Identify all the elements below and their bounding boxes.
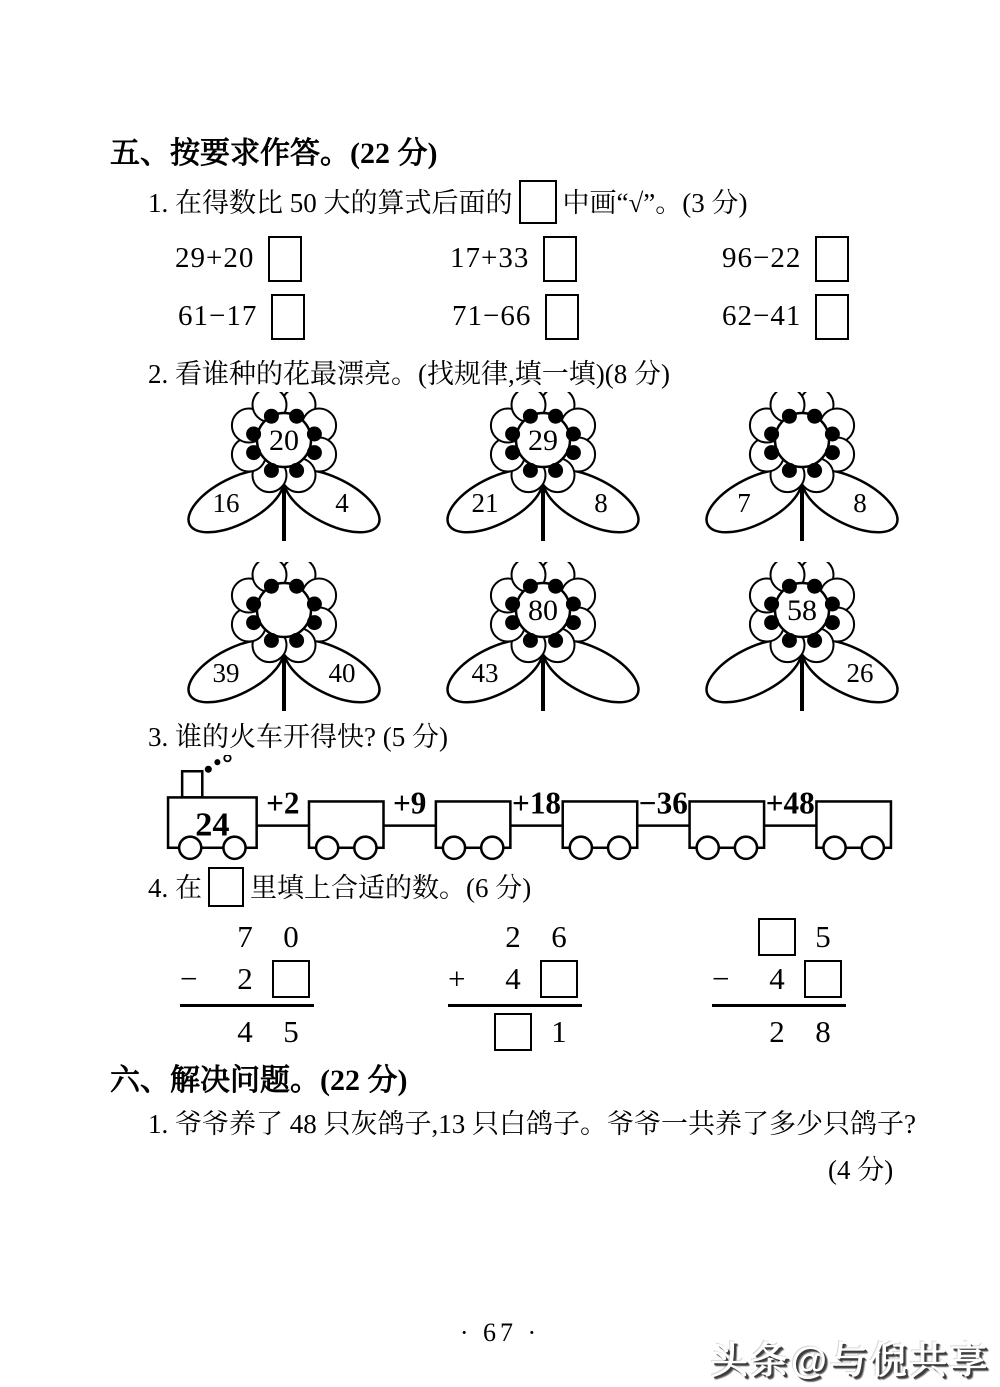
digit: 4: [769, 961, 785, 996]
expression-text: 61−17: [178, 300, 258, 332]
vp-top-row: [712, 916, 846, 958]
answer-checkbox[interactable]: [271, 294, 305, 340]
flower-center-answer-blank[interactable]: [257, 583, 311, 637]
expression-text: 17+33: [450, 242, 530, 274]
q4-instruction-pre: 4. 在: [148, 873, 202, 903]
flower-left-number: 43: [471, 658, 499, 688]
flower-4: [178, 562, 390, 714]
digit: 2: [505, 919, 521, 954]
vp-top-row: [180, 916, 314, 958]
flower-right-number: 26: [846, 658, 874, 688]
expression-item: [722, 242, 849, 282]
expression-item: [178, 300, 305, 340]
train-car-answer-blank[interactable]: [309, 801, 384, 858]
q4-instruction: [148, 866, 531, 907]
digit: 5: [815, 919, 831, 954]
train-car-answer-blank[interactable]: [816, 801, 891, 858]
train-car-answer-blank[interactable]: [690, 801, 765, 858]
equals-line: [712, 1004, 846, 1007]
vertical-problem-2: [448, 916, 582, 1053]
expression-item: [450, 242, 577, 282]
expression-text: 71−66: [452, 300, 532, 332]
section5-title: 五、按要求作答。(22 分): [110, 137, 438, 170]
section6-q1-text: 1. 爷爷养了 48 只灰鸽子,13 只白鸽子。爷爷一共养了多少只鸽子?: [148, 1109, 916, 1139]
expression-text: 29+20: [175, 242, 255, 274]
watermark: 头条@与倪共享: [710, 1340, 990, 1381]
vp-bottom-row: [712, 1011, 846, 1053]
flower-left-number: 39: [212, 658, 240, 688]
q1-example-box: [519, 180, 557, 224]
flower-6: [696, 562, 908, 714]
flower-right-number: 8: [853, 488, 867, 518]
locomotive-number: 24: [195, 805, 230, 844]
answer-checkbox[interactable]: [815, 236, 849, 282]
digit: 1: [551, 1014, 567, 1049]
answer-box[interactable]: [804, 960, 842, 998]
answer-checkbox[interactable]: [543, 236, 577, 282]
digit: 8: [815, 1014, 831, 1049]
q1-instruction-post: 中画“√”。(3 分): [562, 188, 748, 218]
answer-checkbox[interactable]: [545, 294, 579, 340]
flower-center-number: 58: [787, 594, 817, 627]
vp-top-row: [448, 916, 582, 958]
train-op-label: +18: [512, 785, 562, 821]
flower-right-number: 40: [328, 658, 356, 688]
digit: 2: [769, 1014, 785, 1049]
vertical-problem-1: [180, 916, 314, 1053]
train-op-label: +9: [392, 785, 427, 821]
vp-bottom-row: [448, 1011, 582, 1053]
section6-title: 六、解决问题。(22 分): [110, 1064, 408, 1097]
operator: +: [448, 961, 466, 996]
operator: −: [712, 961, 730, 996]
train-op-label: +2: [266, 785, 300, 821]
train-op-label: −36: [638, 785, 688, 821]
smoke-dot: [205, 766, 212, 773]
train-op-label: +48: [765, 785, 815, 821]
expression-item: [175, 242, 302, 282]
expression-text: 62−41: [722, 300, 802, 332]
flower-center-number: 29: [528, 424, 558, 457]
digit: 7: [237, 919, 253, 954]
answer-box[interactable]: [494, 1013, 532, 1051]
answer-checkbox[interactable]: [815, 294, 849, 340]
train-locomotive: [168, 755, 257, 859]
section6-q1-score: (4 分): [828, 1155, 894, 1185]
page-number: · 67 ·: [459, 1318, 541, 1347]
equals-line: [448, 1004, 582, 1007]
q4-instruction-post: 里填上合适的数。(6 分): [250, 873, 532, 903]
q1-instruction-pre: 1. 在得数比 50 大的算式后面的: [148, 188, 513, 218]
q3-instruction: 3. 谁的火车开得快? (5 分): [148, 722, 448, 752]
q4-example-box: [208, 867, 244, 907]
flower-2: [437, 392, 649, 544]
answer-checkbox[interactable]: [268, 236, 302, 282]
q1-instruction: [148, 180, 748, 224]
expression-text: 96−22: [722, 242, 802, 274]
train-diagram: [160, 755, 900, 861]
flower-left-number: 7: [737, 488, 751, 518]
vp-bottom-row: [180, 1011, 314, 1053]
digit: 4: [237, 1014, 253, 1049]
q2-instruction: 2. 看谁种的花最漂亮。(找规律,填一填)(8 分): [148, 359, 670, 389]
digit: 0: [283, 919, 299, 954]
flower-center-number: 20: [269, 424, 299, 457]
expression-item: [452, 300, 579, 340]
flower-left-number: 16: [212, 488, 240, 518]
flower-5: [437, 562, 649, 714]
vp-mid-row: [448, 958, 582, 1000]
answer-box[interactable]: [758, 918, 796, 956]
vp-mid-row: [180, 958, 314, 1000]
locomotive-chimney: [182, 771, 202, 797]
flower-left-number: 21: [471, 488, 499, 518]
digit: 6: [551, 919, 567, 954]
expression-item: [722, 300, 849, 340]
train-car-answer-blank[interactable]: [563, 801, 638, 858]
flower-3: [696, 392, 908, 544]
train-car-answer-blank[interactable]: [436, 801, 511, 858]
flower-right-number: 4: [335, 488, 349, 518]
answer-box[interactable]: [272, 960, 310, 998]
vertical-problem-3: [712, 916, 846, 1053]
vp-mid-row: [712, 958, 846, 1000]
flower-center-answer-blank[interactable]: [775, 413, 829, 467]
flower-right-number: 8: [594, 488, 608, 518]
smoke-dot: [214, 759, 220, 765]
digit: 5: [283, 1014, 299, 1049]
answer-box[interactable]: [540, 960, 578, 998]
digit: 2: [237, 961, 253, 996]
flower-1: [178, 392, 390, 544]
flower-center-number: 80: [528, 594, 558, 627]
smoke-dot: [224, 755, 230, 761]
operator: −: [180, 961, 198, 996]
equals-line: [180, 1004, 314, 1007]
digit: 4: [505, 961, 521, 996]
